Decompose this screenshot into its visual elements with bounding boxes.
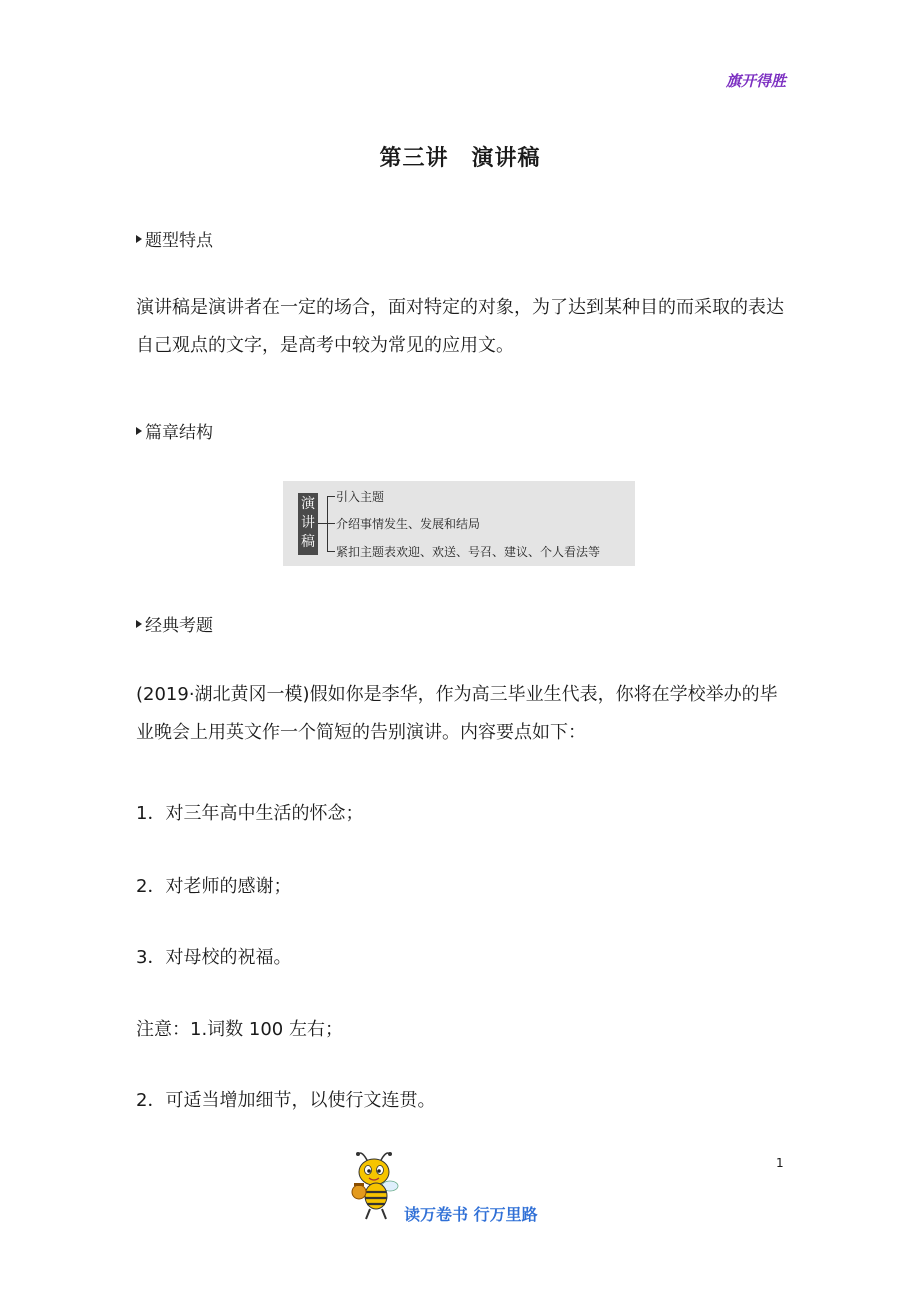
diagram-connector — [327, 523, 335, 524]
diagram-root-box: 演讲稿 — [298, 493, 318, 555]
footer-slogan: 读万卷书 行万里路 — [404, 1205, 538, 1224]
exam-note: 注意：1.词数 100 左右； — [136, 1019, 343, 1040]
bullet-triangle-icon — [136, 620, 142, 628]
exam-note: 2．可适当增加细节，以使行文连贯。 — [136, 1090, 436, 1111]
diagram-connector — [327, 496, 328, 552]
bullet-triangle-icon — [136, 427, 142, 435]
header-tag: 旗开得胜 — [725, 72, 786, 90]
section-heading-exam — [136, 611, 213, 636]
section-heading-label: 经典考题 — [145, 616, 213, 636]
exam-prompt: (2019·湖北黄冈一模)假如你是李华，作为高三毕业生代表，你将在学校举办的毕业晚会上用英文作一个简短的告别演讲。内容要点如下： — [136, 684, 778, 743]
diagram-branch-label: 引入主题 — [336, 490, 385, 504]
section-heading-label: 篇章结构 — [145, 423, 213, 443]
exam-point: 3．对母校的祝福。 — [136, 947, 292, 968]
section-heading-structure — [136, 418, 213, 443]
diagram-connector — [327, 496, 335, 497]
bullet-triangle-icon — [136, 235, 142, 243]
exam-point: 1．对三年高中生活的怀念； — [136, 803, 364, 824]
bee-mascot-icon — [350, 1148, 402, 1222]
diagram-branch-label: 介绍事情发生、发展和结局 — [336, 517, 481, 531]
features-paragraph: 演讲稿是演讲者在一定的场合，面对特定的对象，为了达到某种目的而采取的表达自己观点的文字，是高考中较为常见的应用文。 — [136, 297, 784, 356]
exam-point: 2．对老师的感谢； — [136, 876, 292, 897]
page-number: 1 — [776, 1156, 784, 1170]
section-heading-features — [136, 226, 213, 251]
diagram-branch-label: 紧扣主题表欢迎、欢送、号召、建议、个人看法等 — [336, 545, 601, 559]
diagram-connector — [327, 551, 335, 552]
page-title: 第三讲 演讲稿 — [379, 146, 541, 171]
section-heading-label: 题型特点 — [145, 231, 213, 251]
diagram-connector — [318, 523, 327, 524]
structure-diagram — [283, 481, 635, 566]
